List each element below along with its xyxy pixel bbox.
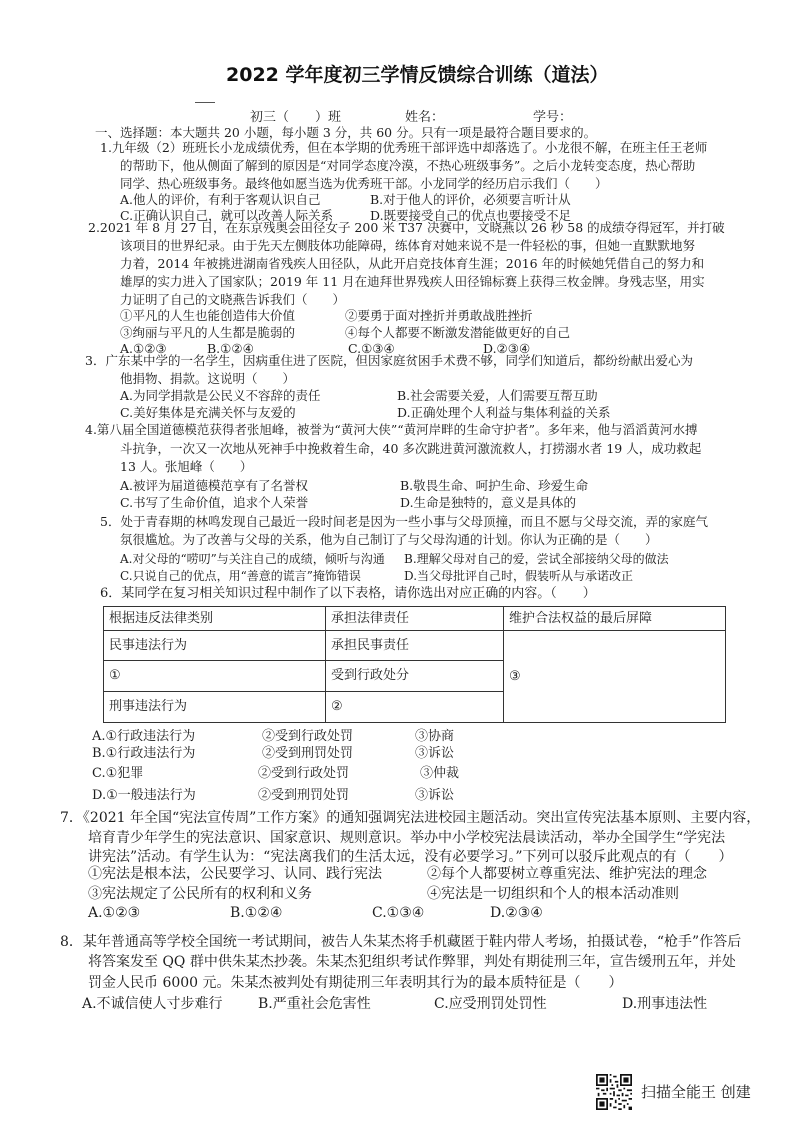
table-cell: ① xyxy=(104,661,326,692)
option-a: A.对父母的“唠叨”与关注自己的成绩，倾听与沟通 xyxy=(120,552,385,566)
option-d: D.②③④ xyxy=(483,341,531,356)
question-text-line: 力证明了自己的文晓燕告诉我们（ ） xyxy=(120,292,346,307)
question-text-line: 1.九年级（2）班班长小龙成绩优秀，但在本学期的优秀班干部评选中却落选了。小龙很不解，在班主任王老师 xyxy=(100,140,708,155)
option-c: C.美好集体是充满关怀与友爱的 xyxy=(120,405,296,420)
question-text-line: 8．某年普通高等学校全国统一考试期间，被告人朱某杰将手机藏匿于鞋内带人考场，拍摄试卷，“枪手”作答后 xyxy=(60,934,742,950)
option-c: C.①③④ xyxy=(348,341,395,356)
option-b: B.理解父母对自己的爱，尝试全部接纳父母的做法 xyxy=(404,552,669,566)
table-header-cell: 承担法律责任 xyxy=(326,607,504,631)
option-d: D.生命是独特的，意义是具体的 xyxy=(400,495,577,510)
question-text-line: 氛很尴尬。为了改善与父母的关系，他为自己制订了与父母沟通的计划。你认为正确的是（ ） xyxy=(120,532,658,547)
statement-1: ①平凡的人生也能创造伟大价值 xyxy=(120,308,296,323)
question-text-line: 他捐物、捐款。这说明（ ） xyxy=(120,371,296,386)
option-b-part-3: ③诉讼 xyxy=(415,746,455,761)
option-a: A.①②③ xyxy=(88,905,141,921)
option-a: A.不诚信使人寸步难行 xyxy=(82,996,223,1012)
question-text-line: 2.2021 年 8 月 27 日，在东京残奥会田径女子 200 米 T37 决赛中，文晓燕以 26 秒 58 的成绩夺得冠军，并打破 xyxy=(88,220,725,235)
question-text-line: 讲宪法”活动。有学生认为：“宪法离我们的生活太远，没有必要学习。”下列可以驳斥此观点的有（ ） xyxy=(88,849,733,865)
statement-1: ①宪法是根本法，公民要学习、认同、践行宪法 xyxy=(88,866,382,882)
question-text-line: 该项目的世界纪录。由于先天左侧肢体功能障碍，练体育对她来说不是一件轻松的事，但她一直默默地努 xyxy=(120,238,696,253)
statement-3: ③绚丽与平凡的人生都是脆弱的 xyxy=(120,325,296,340)
option-c: C.应受刑罚处罚性 xyxy=(434,996,547,1012)
option-c-part-2: ②受到行政处罚 xyxy=(258,766,350,781)
statement-4: ④宪法是一切组织和个人的根本活动准则 xyxy=(427,886,679,902)
page-title: 2022 学年度初三学情反馈综合训练（道法） xyxy=(226,64,609,86)
option-d: D.正确处理个人利益与集体利益的关系 xyxy=(397,405,611,420)
question-text-line: 将答案发至 QQ 群中供朱某杰抄袭。朱某杰犯组织考试作弊罪，判处有期徒刑三年，宣告缓刑五年，并处 xyxy=(88,954,736,970)
option-c: C.正确认识自己，就可以改善人际关系 xyxy=(120,208,334,223)
option-a-part-2: ②受到行政处罚 xyxy=(262,729,354,744)
option-a-part-1: A.①行政违法行为 xyxy=(92,729,196,744)
section-heading: 一、选择题：本大题共 20 小题，每小题 3 分，共 60 分。只有一项是最符合题目要求的。 xyxy=(95,125,597,140)
table-header-cell: 根据违反法律类别 xyxy=(104,607,326,631)
table-merged-cell: ③ xyxy=(504,631,726,723)
table-cell: 刑事违法行为 xyxy=(104,692,326,723)
question-text-line: 力着，2014 年被挑进湖南省残疾人田径队，从此开启竞技体育生涯；2016 年的时候她凭借自己的努力和 xyxy=(120,256,705,271)
name-field-label: 姓名： xyxy=(405,110,445,125)
option-b: B.对于他人的评价，必须要言听计从 xyxy=(370,192,571,207)
option-b: B.社会需要关爱，人们需要互帮互助 xyxy=(397,388,598,403)
title-underline-mark xyxy=(195,102,215,103)
scanner-watermark-text: 扫描全能王 创建 xyxy=(641,1083,751,1101)
question-text-line: 雄厚的实力进入了国家队；2019 年 11 月在迪拜世界残疾人田径锦标赛上获得三枚金牌。身残志坚，用实 xyxy=(120,274,705,289)
option-b: B.①②④ xyxy=(230,905,283,921)
option-a: A.被评为届道德模范享有了名誉权 xyxy=(120,478,309,493)
option-d-part-3: ③诉讼 xyxy=(415,788,455,803)
option-b: B.敬畏生命、呵护生命、珍爱生命 xyxy=(400,478,589,493)
question-text-line: 的帮助下，他从侧面了解到的原因是“对同学态度冷漠，不热心班级事务”。之后小龙转变态度，热心帮助 xyxy=(120,158,696,173)
option-c: C.①③④ xyxy=(372,905,425,921)
table-header-row xyxy=(104,607,726,631)
statement-4: ④每个人都要不断激发潜能做更好的自己 xyxy=(345,325,571,340)
table-row xyxy=(104,631,726,661)
statement-2: ②要勇于面对挫折并勇敢战胜挫折 xyxy=(345,308,533,323)
option-b-part-2: ②受到刑罚处罚 xyxy=(262,746,354,761)
option-c: C.只说自己的优点，用“善意的谎言”掩饰错误 xyxy=(120,569,361,583)
question-text-line: 培育青少年学生的宪法意识、国家意识、规则意识。举办中小学校宪法晨读活动，举办全国学生“学宪法 xyxy=(88,830,726,846)
question-text-line: 4.第八届全国道德模范获得者张旭峰，被誉为“黄河大侠”“黄河岸畔的生命守护者”。多年来，他与滔滔黄河水搏 xyxy=(85,422,698,437)
table-header-cell: 维护合法权益的最后屏障 xyxy=(504,607,726,631)
statement-2: ②每个人都要树立尊重宪法、维护宪法的理念 xyxy=(427,866,707,882)
option-c-part-3: ③仲裁 xyxy=(420,766,460,781)
option-a: A.①②③ xyxy=(120,341,167,356)
option-c: C.书写了生命价值，追求个人荣誉 xyxy=(120,495,309,510)
statement-3: ③宪法规定了公民所有的权利和义务 xyxy=(88,886,312,902)
table-cell: 受到行政处分 xyxy=(326,661,504,692)
table-cell: 民事违法行为 xyxy=(104,631,326,661)
option-b-part-1: B.①行政违法行为 xyxy=(92,746,196,761)
option-d-part-1: D.①一般违法行为 xyxy=(92,788,196,803)
question-text-line: 罚金人民币 6000 元。朱某杰被判处有期徒刑三年表明其行为的最本质特征是（ ） xyxy=(88,975,623,991)
option-c-part-1: C.①犯罪 xyxy=(92,766,144,781)
option-d: D.刑事违法性 xyxy=(622,996,708,1012)
option-d: D.当父母批评自己时，假装听从与承诺改正 xyxy=(404,569,634,583)
law-category-table xyxy=(103,606,726,723)
question-text-line: 6．某同学在复习相关知识过程中制作了以下表格，请你选出对应正确的内容。（ ） xyxy=(100,586,596,601)
option-d: D.既要接受自己的优点也要接受不足 xyxy=(370,208,572,223)
qr-code-icon xyxy=(596,1074,632,1110)
option-d: D.②③④ xyxy=(490,905,543,921)
student-id-field-label: 学号： xyxy=(533,110,573,125)
option-a: A.为同学捐款是公民义不容辞的责任 xyxy=(120,388,321,403)
question-text-line: 13 人。张旭峰（ ） xyxy=(120,459,253,474)
question-text-line: 7．《2021 年全国“宪法宣传周”工作方案》的通知强调宪法进校园主题活动。突出宣传宪法基本原则、主要内容， xyxy=(60,810,761,826)
table-cell: 承担民事责任 xyxy=(326,631,504,661)
table-cell: ② xyxy=(326,692,504,723)
option-b: B.①②④ xyxy=(207,341,254,356)
class-field-label: 初三（ ）班 xyxy=(250,110,342,125)
question-text-line: 斗抗争，一次又一次地从死神手中挽救着生命，40 多次跳进黄河激流救人，打捞溺水者 19 人，成功救起 xyxy=(120,441,702,456)
option-b: B.严重社会危害性 xyxy=(258,996,371,1012)
question-text-line: 同学、热心班级事务。最终他如愿当选为优秀班干部。小龙同学的经历启示我们（ ） xyxy=(120,176,608,191)
option-a-part-3: ③协商 xyxy=(415,729,455,744)
question-text-line: 3．广东某中学的一名学生，因病重住进了医院，但因家庭贫困手术费不够，同学们知道后，都纷纷献出爱心为 xyxy=(85,353,693,368)
question-text-line: 5．处于青春期的林鸣发现自己最近一段时间老是因为一些小事与父母顶撞，而且不愿与父母交流，弄的家庭气 xyxy=(100,514,708,529)
option-a: A.他人的评价，有利于客观认识自己 xyxy=(120,192,321,207)
option-d-part-2: ②受到刑罚处罚 xyxy=(258,788,350,803)
